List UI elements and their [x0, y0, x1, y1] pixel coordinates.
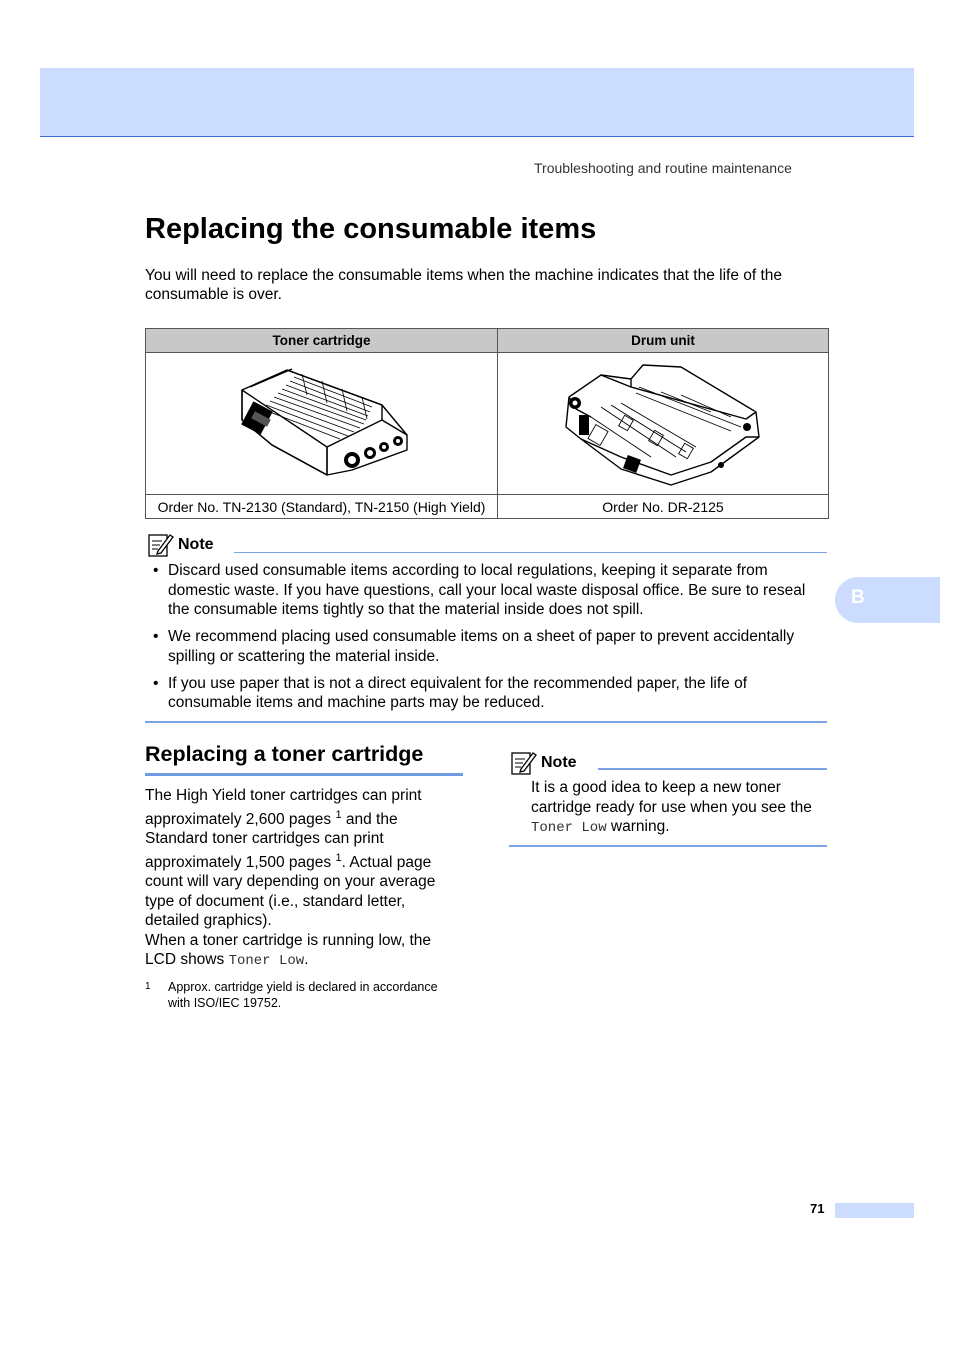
- footnote-number: 1: [145, 981, 151, 992]
- page-number-bar: [835, 1203, 914, 1218]
- bullet-icon: •: [153, 562, 159, 579]
- drum-order-number: Order No. DR-2125: [498, 495, 829, 519]
- drum-image-cell: [498, 353, 829, 495]
- subsection-title: Replacing a toner cartridge: [145, 742, 424, 766]
- consumables-table: [145, 328, 829, 519]
- yield-paragraph: The High Yield toner cartridges can print approximately 2,600 pages $^1$ and the Standard toner cartridges can print approximately 1,500 pages $^1$. Actual page count will vary depending on your average type of document (i.e., standard letter, detailed graphics).: [145, 787, 436, 930]
- note-pencil-icon: [511, 751, 537, 775]
- subsection-title-rule: [145, 773, 463, 776]
- note2-top-rule: [598, 768, 827, 770]
- toner-order-number: Order No. TN-2130 (Standard), TN-2150 (High Yield): [146, 495, 498, 519]
- note-label: Note: [178, 536, 214, 553]
- toner-image-cell: [146, 353, 498, 495]
- list-item: • We recommend placing used consumable items on a sheet of paper to prevent accidentally spilling or scattering the material inside.: [153, 628, 795, 665]
- note-list: [150, 561, 830, 720]
- list-item: • Discard used consumable items according to local regulations, keeping it separate from domestic waste. If you have questions, call your local waste disposal office. Be sure to reseal the consumable items tightly so that the material inside does not spill.: [153, 562, 806, 618]
- toner-column-header: Toner cartridge: [146, 329, 498, 353]
- subsection-body: [145, 786, 463, 972]
- top-header-band: [40, 68, 914, 137]
- note-pencil-icon: [148, 533, 174, 557]
- footnote-ref: 1: [335, 851, 342, 864]
- note-top-rule: [234, 552, 827, 553]
- footnote: [145, 979, 455, 1011]
- page-number: 71: [810, 1201, 825, 1216]
- note2-header: [511, 751, 577, 775]
- bullet-icon: •: [153, 628, 159, 645]
- note-bottom-rule: [145, 721, 827, 723]
- drum-unit-illustration: [561, 357, 766, 487]
- note2-label: Note: [541, 754, 577, 771]
- toner-cartridge-illustration: [232, 365, 412, 480]
- note2-text: It is a good idea to keep a new toner cartridge ready for use when you see the Toner Low warning.: [531, 779, 812, 836]
- note2-bottom-rule: [509, 845, 827, 847]
- page-title: Replacing the consumable items: [145, 213, 597, 245]
- footnote-text: Approx. cartridge yield is declared in accordance with ISO/IEC 19752.: [168, 980, 438, 1010]
- intro-paragraph: You will need to replace the consumable items when the machine indicates that the life of the consumable is over.: [145, 267, 783, 303]
- chapter-tab: [835, 577, 940, 623]
- lcd-message: Toner Low: [228, 953, 305, 970]
- bullet-icon: •: [153, 674, 159, 692]
- note-header: [148, 533, 214, 557]
- running-header: Troubleshooting and routine maintenance: [534, 160, 792, 176]
- lcd-message: Toner Low: [531, 820, 607, 836]
- drum-column-header: Drum unit: [498, 329, 829, 353]
- list-item: • If you use paper that is not a direct equivalent for the recommended paper, the life of consumable items and machine parts may be reduced.: [153, 674, 748, 711]
- chapter-tab-label: B: [851, 587, 865, 608]
- low-toner-paragraph: When a toner cartridge is running low, the LCD shows Toner Low.: [145, 931, 432, 970]
- footnote-ref: 1: [335, 808, 342, 821]
